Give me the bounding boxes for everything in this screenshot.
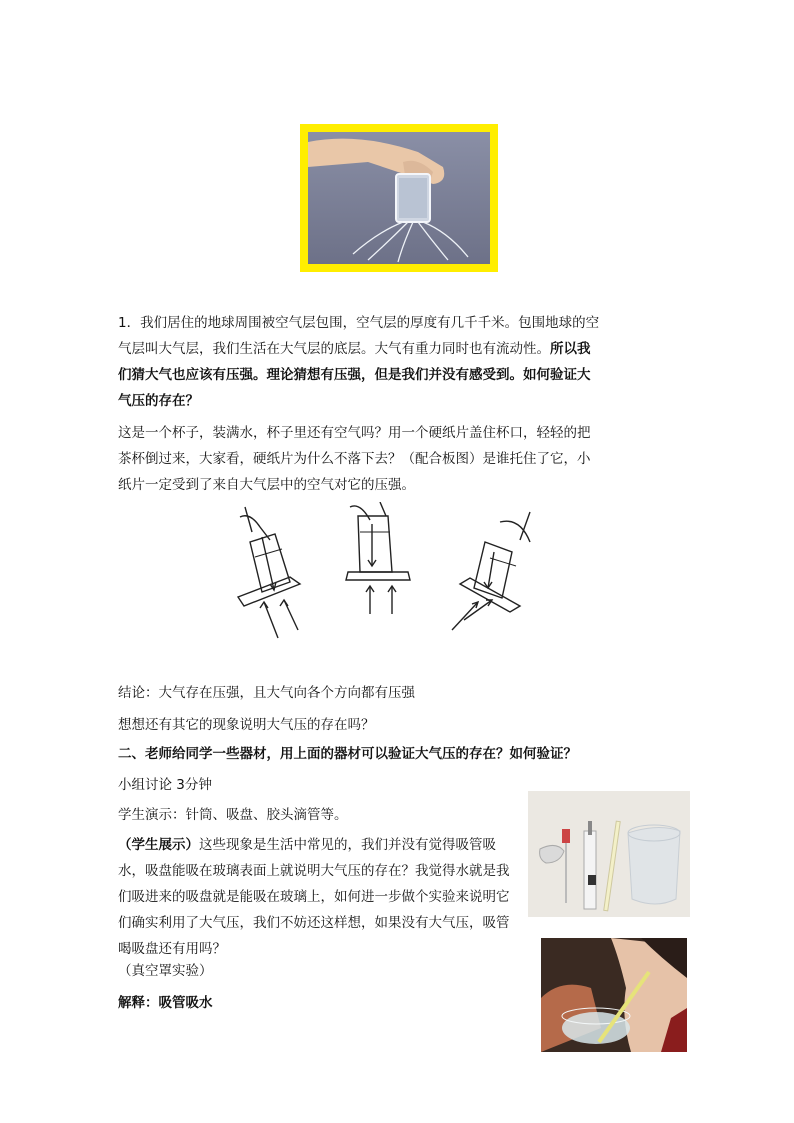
inverted-cup-photo	[300, 124, 498, 272]
student-show-label: （学生展示）	[118, 837, 199, 853]
straw-drinking-photo	[541, 938, 687, 1052]
question-text: 想想还有其它的现象说明大气压的存在吗？	[118, 717, 375, 733]
paragraph-atmosphere-bold: 所以我们猜大气也应该有压强。理论猜想有压强，但是我们并没有感受到。如何验证大气压的存在？	[118, 341, 591, 409]
equipment-photo	[528, 791, 690, 917]
tilted-cup-right	[452, 512, 530, 630]
upright-cup-center	[346, 502, 410, 614]
demo-text: 学生演示：针筒、吸盘、胶头滴管等。	[118, 807, 348, 823]
explain-text: 解释：吸管吸水	[118, 995, 213, 1011]
student-show-text: 这些现象是生活中常见的，我们并没有觉得吸管吸水，吸盘能吸在玻璃表面上就说明大气压的存在？我觉得水就是我们吸进来的吸盘就是能吸在玻璃上，如何进一步做个实验来说明它们确实利用了大气压，我们不妨还这样想，如果没有大气压，吸管喝吸盘还有用吗？	[118, 837, 510, 957]
paragraph-atmosphere	[118, 310, 600, 414]
section-2-heading: 二、老师给同学一些器材，用上面的器材可以验证大气压的存在？如何验证？	[118, 746, 577, 762]
discussion-text: 小组讨论 3分钟	[118, 777, 212, 793]
cup-card-diagram	[230, 502, 560, 642]
paragraph-cup-experiment: 这是一个杯子，装满水，杯子里还有空气吗？用一个硬纸片盖住杯口，轻轻的把茶杯倒过来，大家看，硬纸片为什么不落下去？（配合板图）是谁托住了它，小纸片一定受到了来自大气层中的空气对它的压强。	[118, 425, 591, 493]
vacuum-text: （真空罩实验）	[118, 963, 213, 979]
tilted-cup-left	[238, 507, 300, 638]
paragraph-atmosphere-text: 1．我们居住的地球周围被空气层包围，空气层的厚度有几千千米。包围地球的空气层叫大气层，我们生活在大气层的底层。大气有重力同时也有流动性。	[118, 315, 600, 357]
student-show-paragraph	[118, 832, 513, 962]
conclusion-text: 结论：大气存在压强，且大气向各个方向都有压强	[118, 685, 415, 701]
